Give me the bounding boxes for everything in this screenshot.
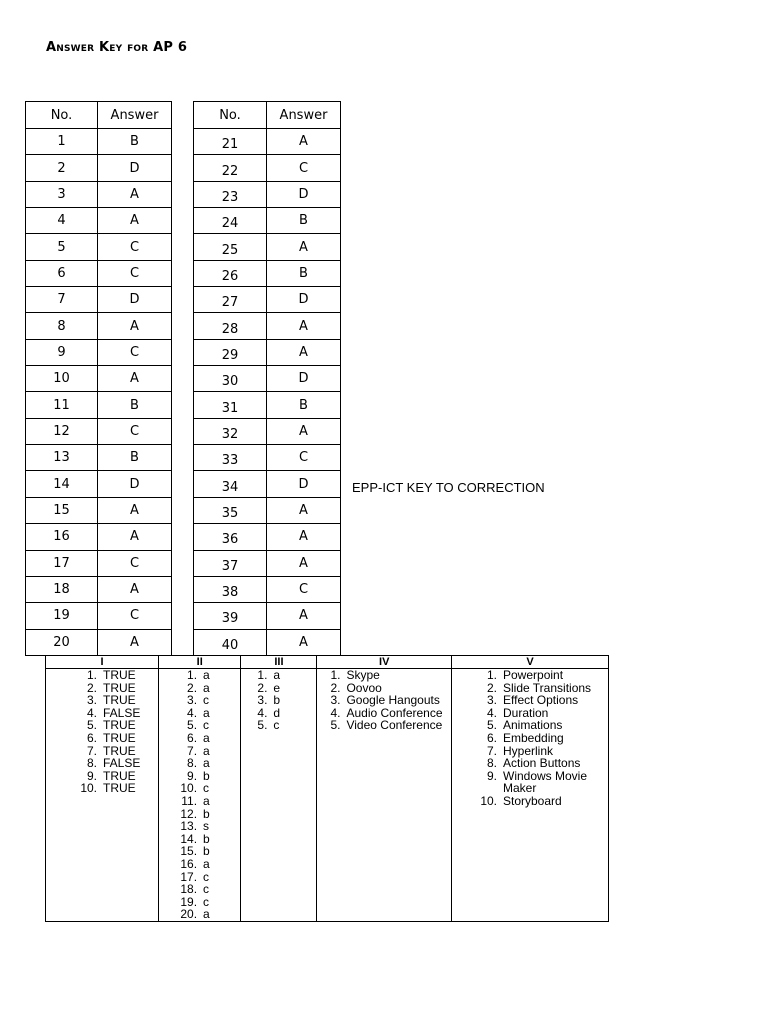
answer-letter: A bbox=[98, 208, 172, 234]
answer-table-left bbox=[25, 101, 172, 656]
answer-letter: B bbox=[267, 208, 341, 234]
page-title: Answer Key for AP 6 bbox=[46, 40, 188, 55]
answer-row bbox=[26, 234, 172, 260]
item-number: 3. bbox=[486, 693, 497, 708]
item-number: 5. bbox=[486, 718, 497, 733]
answer-row bbox=[26, 155, 172, 181]
question-number: 33 bbox=[194, 445, 267, 471]
item-number: 20. bbox=[180, 907, 198, 922]
item-answer: Hyperlink bbox=[503, 743, 554, 758]
answer-row bbox=[194, 471, 341, 497]
section-item bbox=[54, 669, 158, 682]
section-item bbox=[163, 833, 240, 846]
item-number: 17. bbox=[180, 869, 198, 884]
question-number: 25 bbox=[194, 234, 267, 260]
answer-letter: D bbox=[267, 287, 341, 313]
section-item bbox=[163, 871, 240, 884]
question-number: 13 bbox=[26, 445, 98, 471]
item-answer: Embedding bbox=[503, 730, 564, 745]
item-number: 2. bbox=[330, 680, 341, 695]
item-number: 1. bbox=[187, 668, 198, 682]
item-answer: c bbox=[203, 781, 210, 796]
item-answer: c bbox=[273, 718, 280, 733]
section-item bbox=[456, 770, 608, 795]
item-number: 8. bbox=[187, 756, 198, 771]
question-number: 24 bbox=[194, 208, 267, 234]
item-number: 1. bbox=[486, 668, 497, 682]
answer-letter: C bbox=[267, 445, 341, 471]
item-answer: Video Conference bbox=[346, 718, 443, 733]
answer-row bbox=[194, 550, 341, 576]
answer-letter: A bbox=[267, 524, 341, 550]
item-number: 9. bbox=[486, 768, 497, 783]
section-cell-ii bbox=[159, 669, 241, 922]
section-list-iii bbox=[241, 669, 316, 732]
answer-letter: A bbox=[267, 418, 341, 444]
question-number: 7 bbox=[26, 287, 98, 313]
item-number: 2. bbox=[86, 680, 97, 695]
question-number: 38 bbox=[194, 576, 267, 602]
item-answer: Powerpoint bbox=[503, 668, 564, 682]
question-number: 22 bbox=[194, 155, 267, 181]
answer-row bbox=[194, 181, 341, 207]
question-number: 15 bbox=[26, 497, 98, 523]
item-answer: a bbox=[203, 756, 210, 771]
item-answer: a bbox=[273, 668, 281, 682]
answer-row bbox=[26, 181, 172, 207]
item-answer: Effect Options bbox=[503, 693, 579, 708]
item-number: 4. bbox=[86, 705, 97, 720]
item-answer: Storyboard bbox=[503, 793, 562, 808]
section-cell-iv bbox=[317, 669, 452, 922]
item-answer: c bbox=[203, 718, 210, 733]
question-number: 12 bbox=[26, 418, 98, 444]
item-number: 3. bbox=[330, 693, 341, 708]
answer-letter: A bbox=[267, 497, 341, 523]
question-number: 18 bbox=[26, 576, 98, 602]
section-item bbox=[163, 757, 240, 770]
answer-letter: D bbox=[98, 155, 172, 181]
item-answer: a bbox=[203, 730, 210, 745]
answer-row bbox=[26, 129, 172, 155]
section-header-iv: IV bbox=[317, 656, 452, 669]
item-number: 6. bbox=[86, 730, 97, 745]
answer-letter: A bbox=[267, 550, 341, 576]
item-number: 4. bbox=[257, 705, 268, 720]
answer-row bbox=[194, 260, 341, 286]
item-number: 1. bbox=[330, 668, 341, 682]
answer-row bbox=[194, 313, 341, 339]
item-number: 16. bbox=[180, 856, 198, 871]
section-item bbox=[163, 682, 240, 695]
answer-row bbox=[26, 524, 172, 550]
item-answer: TRUE bbox=[103, 680, 136, 695]
answer-letter: C bbox=[98, 260, 172, 286]
answer-letter: A bbox=[267, 234, 341, 260]
answer-row bbox=[26, 287, 172, 313]
item-number: 9. bbox=[86, 768, 97, 783]
answer-row bbox=[26, 445, 172, 471]
question-number: 2 bbox=[26, 155, 98, 181]
section-item bbox=[245, 719, 316, 732]
question-number: 28 bbox=[194, 313, 267, 339]
section-item bbox=[163, 732, 240, 745]
question-number: 14 bbox=[26, 471, 98, 497]
section-cell-v bbox=[452, 669, 609, 922]
item-answer: TRUE bbox=[103, 668, 136, 682]
answer-letter: D bbox=[98, 287, 172, 313]
item-answer: c bbox=[203, 894, 210, 909]
answer-letter: A bbox=[98, 313, 172, 339]
section-item bbox=[319, 669, 451, 682]
item-answer: TRUE bbox=[103, 693, 136, 708]
column-header-answer: Answer bbox=[267, 102, 341, 129]
answer-letter: A bbox=[98, 366, 172, 392]
section-item bbox=[54, 782, 158, 795]
answer-row bbox=[26, 497, 172, 523]
answer-row bbox=[26, 260, 172, 286]
answer-row bbox=[26, 366, 172, 392]
answer-row bbox=[194, 208, 341, 234]
answer-row bbox=[194, 524, 341, 550]
item-number: 10. bbox=[80, 781, 97, 796]
question-number: 35 bbox=[194, 497, 267, 523]
answer-row bbox=[26, 418, 172, 444]
item-number: 4. bbox=[187, 705, 198, 720]
answer-row bbox=[26, 603, 172, 629]
question-number: 26 bbox=[194, 260, 267, 286]
answer-row bbox=[194, 603, 341, 629]
section-header-iii: III bbox=[241, 656, 317, 669]
question-number: 4 bbox=[26, 208, 98, 234]
item-answer: c bbox=[203, 882, 210, 897]
answer-letter: A bbox=[98, 497, 172, 523]
section-header-ii: II bbox=[159, 656, 241, 669]
item-answer: d bbox=[273, 705, 281, 720]
answer-row bbox=[26, 339, 172, 365]
question-number: 34 bbox=[194, 471, 267, 497]
section-item bbox=[456, 795, 608, 808]
section-list-iv bbox=[317, 669, 451, 732]
answer-letter: C bbox=[267, 576, 341, 602]
section-item bbox=[456, 669, 608, 682]
item-number: 11. bbox=[181, 793, 198, 808]
answer-row bbox=[194, 155, 341, 181]
item-answer: b bbox=[203, 768, 210, 783]
answer-letter: A bbox=[267, 339, 341, 365]
section-item bbox=[456, 732, 608, 745]
question-number: 27 bbox=[194, 287, 267, 313]
item-number: 13. bbox=[180, 819, 198, 834]
item-number: 10. bbox=[480, 793, 497, 808]
item-number: 6. bbox=[187, 730, 198, 745]
answer-letter: B bbox=[267, 392, 341, 418]
item-answer: a bbox=[203, 680, 210, 695]
section-item bbox=[54, 694, 158, 707]
answer-row bbox=[26, 208, 172, 234]
item-answer: b bbox=[273, 693, 281, 708]
answer-letter: C bbox=[98, 234, 172, 260]
section-item bbox=[163, 770, 240, 783]
item-number: 1. bbox=[86, 668, 97, 682]
answer-rows-left bbox=[26, 129, 172, 656]
answer-letter: B bbox=[98, 129, 172, 155]
answer-row bbox=[194, 234, 341, 260]
question-number: 29 bbox=[194, 339, 267, 365]
item-answer: Duration bbox=[503, 705, 549, 720]
item-answer: Google Hangouts bbox=[346, 693, 440, 708]
item-number: 18. bbox=[180, 882, 198, 897]
section-item bbox=[163, 883, 240, 896]
item-number: 14. bbox=[180, 831, 198, 846]
section-item bbox=[163, 908, 240, 921]
answer-row bbox=[194, 287, 341, 313]
item-number: 5. bbox=[86, 718, 97, 733]
answer-row bbox=[194, 629, 341, 655]
item-number: 2. bbox=[187, 680, 198, 695]
answer-letter: D bbox=[267, 366, 341, 392]
item-number: 6. bbox=[486, 730, 497, 745]
item-answer: b bbox=[203, 831, 210, 846]
item-number: 2. bbox=[257, 680, 268, 695]
section-header-v: V bbox=[452, 656, 609, 669]
item-answer: b bbox=[203, 844, 210, 859]
answer-letter: A bbox=[98, 524, 172, 550]
item-answer: Slide Transitions bbox=[503, 680, 592, 695]
section-item bbox=[456, 757, 608, 770]
section-item bbox=[456, 694, 608, 707]
answer-row bbox=[194, 392, 341, 418]
question-number: 21 bbox=[194, 129, 267, 155]
section-cell-iii bbox=[241, 669, 317, 922]
item-number: 10. bbox=[180, 781, 198, 796]
question-number: 30 bbox=[194, 366, 267, 392]
answer-row bbox=[194, 418, 341, 444]
item-number: 8. bbox=[486, 756, 497, 771]
section-item bbox=[319, 719, 451, 732]
section-item bbox=[163, 845, 240, 858]
section-item bbox=[54, 757, 158, 770]
item-answer: c bbox=[203, 693, 210, 708]
answer-letter: C bbox=[267, 155, 341, 181]
question-number: 3 bbox=[26, 181, 98, 207]
section-item bbox=[245, 707, 316, 720]
item-answer: s bbox=[203, 819, 210, 834]
item-answer: a bbox=[203, 907, 210, 922]
item-answer: TRUE bbox=[103, 718, 136, 733]
item-answer: FALSE bbox=[103, 756, 141, 771]
section-list-ii bbox=[159, 669, 240, 921]
section-item bbox=[163, 795, 240, 808]
item-number: 19. bbox=[180, 894, 198, 909]
item-number: 4. bbox=[330, 705, 341, 720]
question-number: 8 bbox=[26, 313, 98, 339]
section-item bbox=[245, 694, 316, 707]
item-answer: Animations bbox=[503, 718, 563, 733]
answer-row bbox=[194, 576, 341, 602]
item-answer: c bbox=[203, 869, 210, 884]
item-number: 5. bbox=[187, 718, 198, 733]
section-item bbox=[54, 732, 158, 745]
item-number: 7. bbox=[187, 743, 198, 758]
question-number: 10 bbox=[26, 366, 98, 392]
item-answer: TRUE bbox=[103, 781, 136, 796]
question-number: 36 bbox=[194, 524, 267, 550]
section-item bbox=[163, 820, 240, 833]
answer-row bbox=[26, 392, 172, 418]
section-item bbox=[163, 896, 240, 909]
item-answer: b bbox=[203, 806, 210, 821]
item-number: 3. bbox=[257, 693, 268, 708]
answer-row bbox=[26, 576, 172, 602]
question-number: 19 bbox=[26, 603, 98, 629]
item-answer: a bbox=[203, 743, 210, 758]
item-number: 5. bbox=[330, 718, 341, 733]
item-number: 3. bbox=[86, 693, 97, 708]
answer-rows-right bbox=[194, 129, 341, 656]
question-number: 40 bbox=[194, 629, 267, 655]
item-number: 7. bbox=[486, 743, 497, 758]
answer-letter: B bbox=[98, 392, 172, 418]
question-number: 20 bbox=[26, 629, 98, 655]
answer-letter: D bbox=[98, 471, 172, 497]
section-item bbox=[163, 707, 240, 720]
section-item bbox=[245, 682, 316, 695]
answer-table-right bbox=[193, 101, 341, 656]
question-number: 9 bbox=[26, 339, 98, 365]
section-header-i: I bbox=[46, 656, 159, 669]
column-header-no: No. bbox=[26, 102, 98, 129]
section-item bbox=[163, 719, 240, 732]
question-number: 39 bbox=[194, 603, 267, 629]
column-header-no: No. bbox=[194, 102, 267, 129]
item-answer: Skype bbox=[346, 668, 380, 682]
item-answer: Audio Conference bbox=[346, 705, 443, 720]
section-cell-i bbox=[46, 669, 159, 922]
item-answer: Windows Movie Maker bbox=[503, 768, 588, 796]
section-item bbox=[319, 694, 451, 707]
section-item bbox=[163, 745, 240, 758]
item-number: 4. bbox=[486, 705, 497, 720]
item-number: 1. bbox=[257, 668, 268, 682]
question-number: 6 bbox=[26, 260, 98, 286]
answer-letter: B bbox=[267, 260, 341, 286]
item-answer: Oovoo bbox=[346, 680, 382, 695]
section-item bbox=[163, 808, 240, 821]
answer-row bbox=[26, 313, 172, 339]
answer-letter: A bbox=[267, 313, 341, 339]
section-item bbox=[163, 782, 240, 795]
item-answer: TRUE bbox=[103, 768, 136, 783]
section-item bbox=[163, 694, 240, 707]
item-number: 9. bbox=[187, 768, 198, 783]
answer-row bbox=[194, 366, 341, 392]
item-answer: e bbox=[273, 680, 281, 695]
item-answer: a bbox=[203, 705, 210, 720]
question-number: 23 bbox=[194, 181, 267, 207]
item-answer: TRUE bbox=[103, 743, 136, 758]
question-number: 16 bbox=[26, 524, 98, 550]
column-header-answer: Answer bbox=[98, 102, 172, 129]
answer-letter: A bbox=[98, 629, 172, 655]
item-answer: Action Buttons bbox=[503, 756, 581, 771]
answer-letter: D bbox=[267, 471, 341, 497]
question-number: 11 bbox=[26, 392, 98, 418]
answer-row bbox=[26, 550, 172, 576]
item-answer: TRUE bbox=[103, 730, 136, 745]
item-number: 8. bbox=[86, 756, 97, 771]
question-number: 32 bbox=[194, 418, 267, 444]
answer-letter: C bbox=[98, 418, 172, 444]
answer-row bbox=[26, 629, 172, 655]
question-number: 17 bbox=[26, 550, 98, 576]
section-item bbox=[163, 858, 240, 871]
answer-letter: A bbox=[267, 603, 341, 629]
answer-row bbox=[194, 445, 341, 471]
answer-row bbox=[26, 471, 172, 497]
item-number: 3. bbox=[187, 693, 198, 708]
epp-ict-answer-table bbox=[45, 655, 609, 922]
answer-letter: A bbox=[98, 576, 172, 602]
epp-ict-label: EPP-ICT KEY TO CORRECTION bbox=[352, 480, 545, 495]
item-number: 5. bbox=[257, 718, 268, 733]
section-item bbox=[245, 669, 316, 682]
item-answer: a bbox=[203, 668, 210, 682]
question-number: 5 bbox=[26, 234, 98, 260]
item-answer: FALSE bbox=[103, 705, 141, 720]
answer-row bbox=[194, 339, 341, 365]
answer-row bbox=[194, 129, 341, 155]
answer-letter: A bbox=[98, 181, 172, 207]
question-number: 1 bbox=[26, 129, 98, 155]
item-number: 15. bbox=[180, 844, 198, 859]
question-number: 31 bbox=[194, 392, 267, 418]
item-answer: a bbox=[203, 793, 210, 808]
section-item bbox=[163, 669, 240, 682]
answer-letter: A bbox=[267, 129, 341, 155]
answer-letter: A bbox=[267, 629, 341, 655]
answer-letter: C bbox=[98, 339, 172, 365]
answer-letter: C bbox=[98, 603, 172, 629]
item-answer: a bbox=[203, 856, 210, 871]
item-number: 7. bbox=[86, 743, 97, 758]
answer-row bbox=[194, 497, 341, 523]
question-number: 37 bbox=[194, 550, 267, 576]
section-list-i bbox=[46, 669, 158, 795]
section-list-v bbox=[452, 669, 608, 808]
answer-letter: B bbox=[98, 445, 172, 471]
item-number: 12. bbox=[180, 806, 198, 821]
item-number: 2. bbox=[486, 680, 497, 695]
answer-letter: D bbox=[267, 181, 341, 207]
answer-letter: C bbox=[98, 550, 172, 576]
